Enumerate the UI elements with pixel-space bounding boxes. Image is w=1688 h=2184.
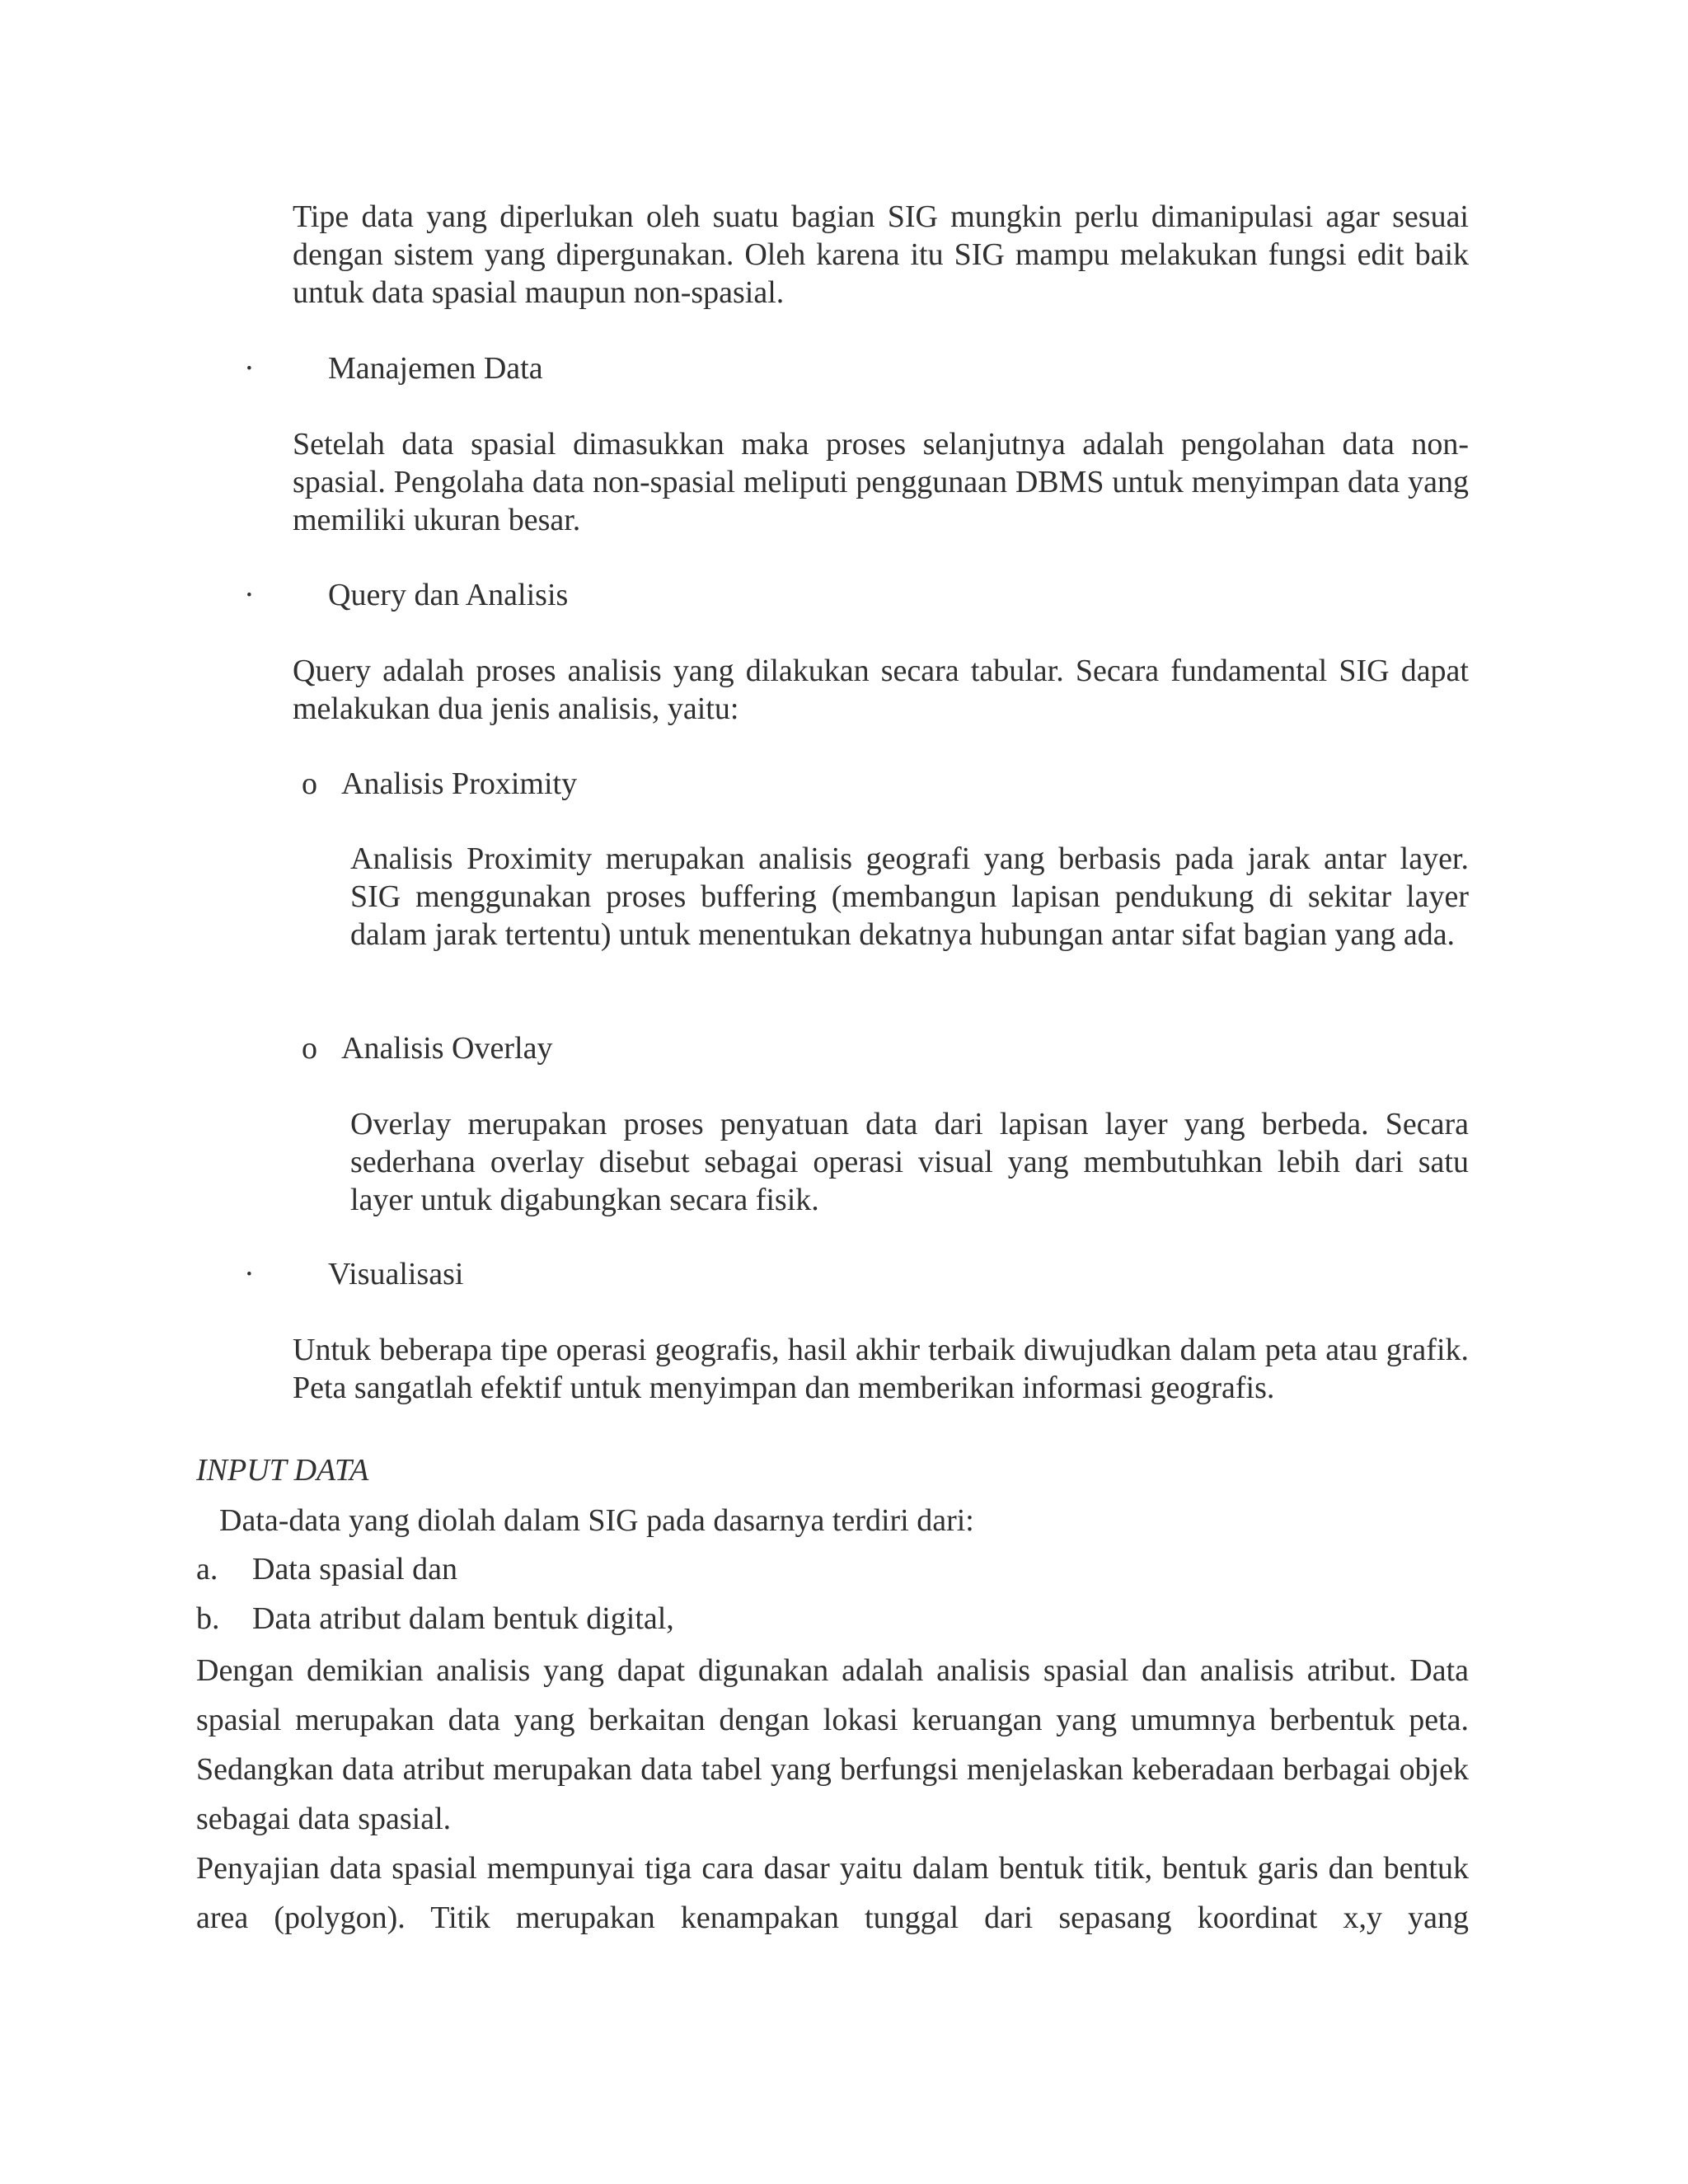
paragraph-overlay: Overlay merupakan proses penyatuan data dari lapisan layer yang berbeda. Secara sederhana overlay disebut sebagai operasi visual yang membutuhkan lebih dari satu layer untuk digabungkan secara fisik. (350, 1107, 1469, 1217)
bullet-marker: · (244, 351, 255, 386)
list-item-text: Data atribut dalam bentuk digital, (252, 1601, 674, 1636)
bullet-title-manajemen-data: Manajemen Data (328, 351, 543, 386)
sub-bullet-title-proximity: Analisis Proximity (341, 766, 578, 801)
section-heading-input-data: INPUT DATA (196, 1453, 369, 1488)
sub-bullet-title-overlay: Analisis Overlay (341, 1031, 553, 1066)
sub-bullet-marker: o (302, 766, 317, 801)
paragraph-penyajian-line-1: Penyajian data spasial mempunyai tiga cara dasar yaitu dalam bentuk titik, bentuk garis dan bentuk (196, 1851, 1469, 1886)
paragraph-query-analisis: Query adalah proses analisis yang dilakukan secara tabular. Secara fundamental SIG dapat melakukan dua jenis analisis, yaitu: (293, 654, 1469, 726)
paragraph-manajemen-data: Setelah data spasial dimasukkan maka proses selanjutnya adalah pengolahan data non-spasial. Pengolaha data non-spasial meliputi penggunaan DBMS untuk menyimpan data yang memiliki ukuran besar. (293, 427, 1469, 537)
paragraph-proximity: Analisis Proximity merupakan analisis geografi yang berbasis pada jarak antar layer. SIG menggunakan proses buffering (membangun lapisan pendukung di sekitar layer dalam jarak tertentu) untuk menentukan dekatnya hubungan antar sifat bagian yang ada. (350, 841, 1469, 952)
paragraph-data-spasial-atribut: Dengan demikian analisis yang dapat digunakan adalah analisis spasial dan analisis atribut. Data spasial merupakan data yang berkaitan dengan lokasi keruangan yang umumnya berbentuk peta. Sedangkan data atribut merupakan data tabel yang berfungsi menjelaskan keberadaan berbagai objek sebagai data spasial. (196, 1653, 1469, 1836)
paragraph-penyajian-line-2: area (polygon). Titik merupakan kenampakan tunggal dari sepasang koordinat x,y yang (196, 1900, 1469, 1935)
bullet-title-visualisasi: Visualisasi (328, 1257, 464, 1291)
sub-bullet-marker: o (302, 1031, 317, 1066)
input-data-intro: Data-data yang diolah dalam SIG pada dasarnya terdiri dari: (219, 1503, 974, 1538)
paragraph-edit-data: Tipe data yang diperlukan oleh suatu bagian SIG mungkin perlu dimanipulasi agar sesuai dengan sistem yang dipergunakan. Oleh karena itu SIG mampu melakukan fungsi edit baik untuk data spasial maupun non-spasial. (293, 199, 1469, 310)
list-item-marker: a. (196, 1552, 218, 1586)
bullet-title-query-analisis: Query dan Analisis (328, 578, 569, 612)
paragraph-visualisasi: Untuk beberapa tipe operasi geografis, hasil akhir terbaik diwujudkan dalam peta atau grafik. Peta sangatlah efektif untuk menyimpan dan memberikan informasi geografis. (293, 1333, 1469, 1405)
bullet-marker: · (244, 578, 255, 612)
list-item-marker: b. (196, 1601, 220, 1636)
bullet-marker: · (244, 1257, 255, 1291)
list-item-text: Data spasial dan (252, 1552, 458, 1586)
